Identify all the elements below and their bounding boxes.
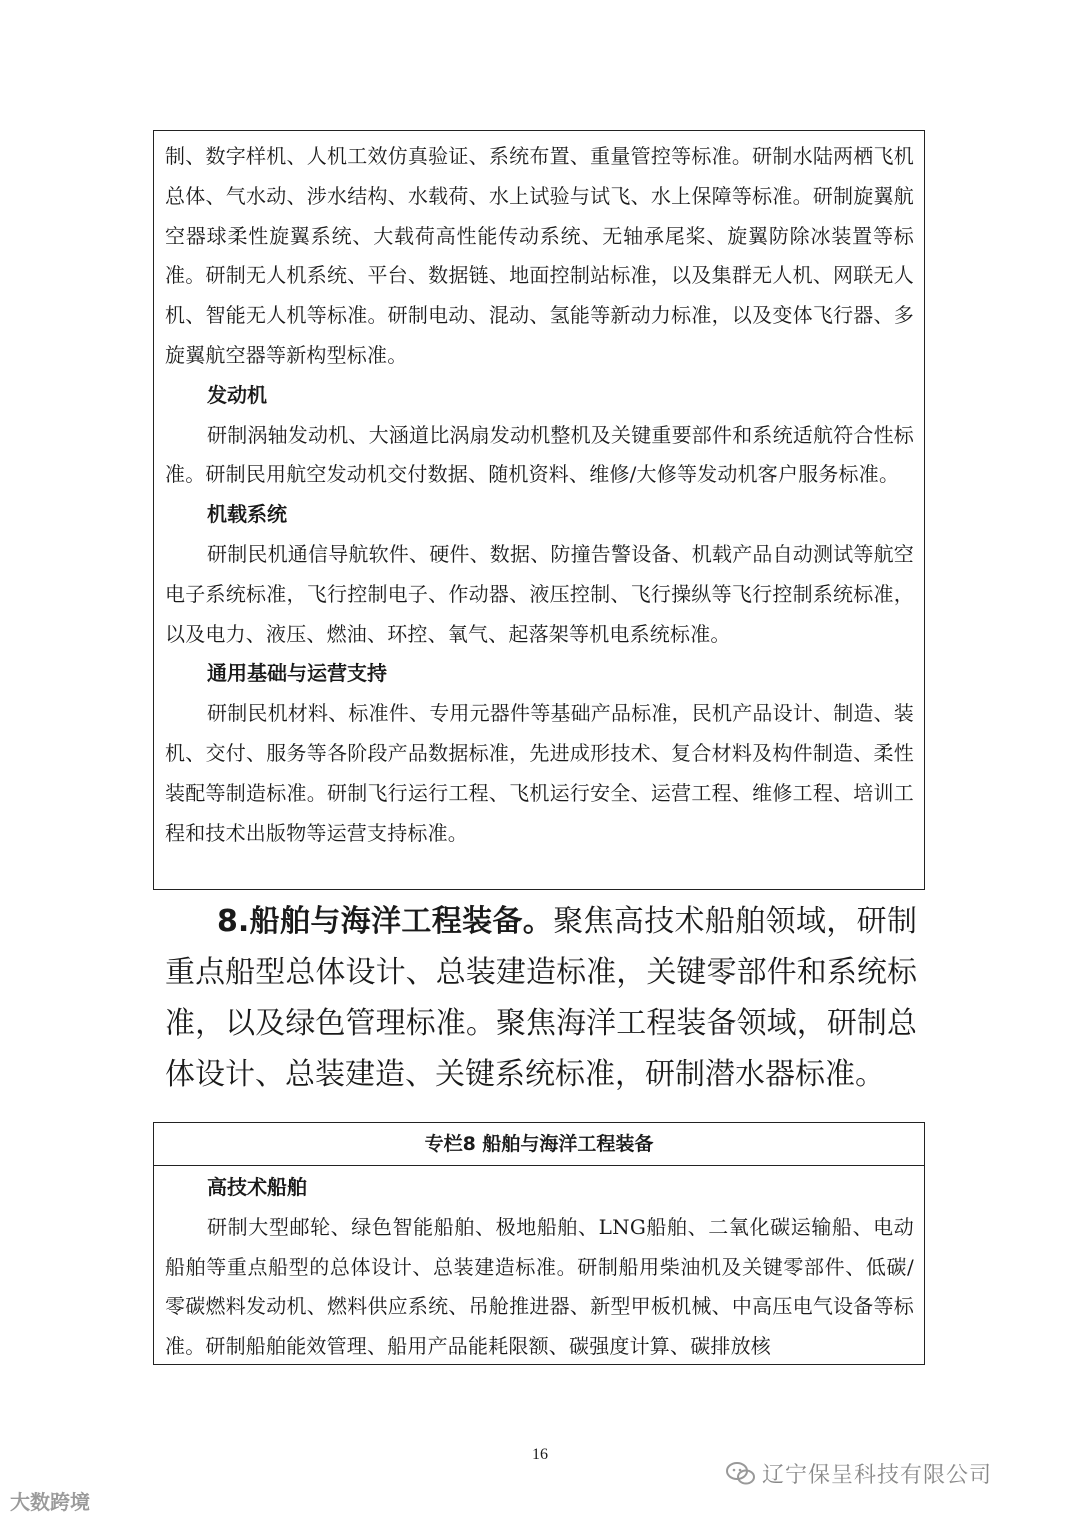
- watermark-right: [726, 1458, 992, 1489]
- watermark-left-text: 大数跨境: [10, 1490, 90, 1514]
- section-8-heading: 8.船舶与海洋工程装备。: [217, 904, 554, 939]
- subsection-heading: 通用基础与运营支持: [207, 661, 387, 686]
- column-box-title: 专栏8 船舶与海洋工程装备: [154, 1123, 924, 1166]
- subsection-heading: 发动机: [207, 382, 267, 407]
- column-box-8: [153, 1122, 925, 1365]
- body-paragraph: 研制民机材料、标准件、专用元器件等基础产品标准，民机产品设计、制造、装机、交付、服务等各阶段产品数据标准，先进成形技术、复合材料及构件制造、柔性装配等制造标准。研制飞行运行工程、飞机运行安全、运营工程、维修工程、培训工程和技术出版物等运营支持标准。: [165, 701, 914, 845]
- section-8-paragraph: [165, 896, 917, 1100]
- page-number: 16: [532, 1446, 548, 1463]
- column-box-content: [154, 131, 924, 853]
- body-paragraph: 研制民机通信导航软件、硬件、数据、防撞告警设备、机载产品自动测试等航空电子系统标准，飞行控制电子、作动器、液压控制、飞行操纵等飞行控制系统标准，以及电力、液压、燃油、环控、氧气、起落架等机电系统标准。: [165, 541, 914, 646]
- watermark-right-text: 辽宁保呈科技有限公司: [762, 1463, 993, 1488]
- subsection-heading: 机载系统: [207, 502, 287, 527]
- section-8-text: 聚焦高技术船舶领域，研制重点船型总体设计、总装建造标准，关键零部件和系统标准，以及绿色管理标准。聚焦海洋工程装备领域，研制总体设计、总装建造、关键系统标准，研制潜水器标准。: [165, 904, 917, 1092]
- wechat-icon: [726, 1461, 756, 1487]
- column-box-content: [154, 1166, 924, 1367]
- watermark-left: [10, 1486, 90, 1515]
- body-paragraph: 研制大型邮轮、绿色智能船舶、极地船舶、LNG船舶、二氧化碳运输船、电动船舶等重点船型的总体设计、总装建造标准。研制船用柴油机及关键零部件、低碳/零碳燃料发动机、燃料供应系统、吊舱推进器、新型甲板机械、中高压电气设备等标准。研制船舶能效管理、船用产品能耗限额、碳强度计算、碳排放核: [165, 1214, 914, 1359]
- body-paragraph: 研制涡轴发动机、大涵道比涡扇发动机整机及关键重要部件和系统适航符合性标准。研制民用航空发动机交付数据、随机资料、维修/大修等发动机客户服务标准。: [165, 422, 914, 487]
- body-paragraph: 制、数字样机、人机工效仿真验证、系统布置、重量管控等标准。研制水陆两栖飞机总体、气水动、涉水结构、水载荷、水上试验与试飞、水上保障等标准。研制旋翼航空器球柔性旋翼系统、大载荷高性能传动系统、无轴承尾桨、旋翼防除冰装置等标准。研制无人机系统、平台、数据链、地面控制站标准，以及集群无人机、网联无人机、智能无人机等标准。研制电动、混动、氢能等新动力标准，以及变体飞行器、多旋翼航空器等新构型标准。: [165, 144, 914, 367]
- column-box-aviation: [153, 130, 925, 890]
- subsection-heading: 高技术船舶: [207, 1175, 307, 1199]
